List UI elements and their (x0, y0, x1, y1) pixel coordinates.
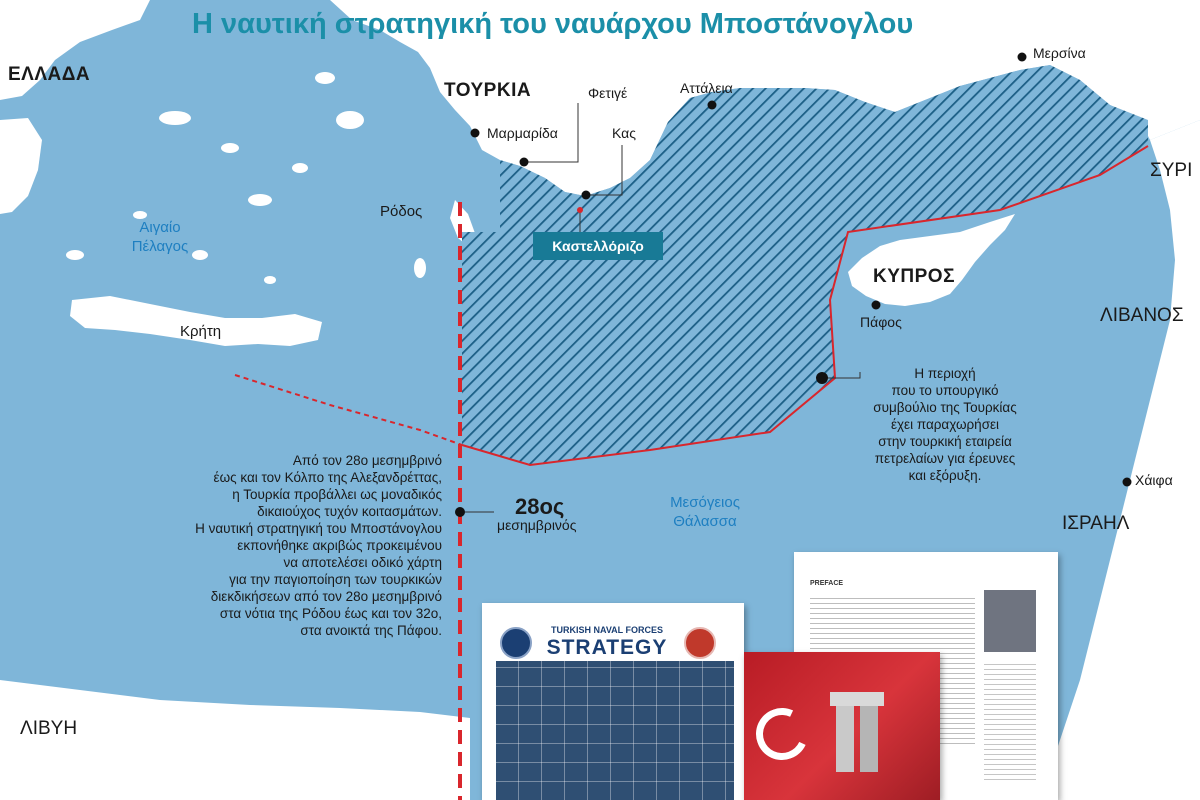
left-explanation: Από τον 28ο μεσημβρινό έως και τον Κόλπο της Αλεξανδρέττας, η Τουρκία προβάλλει ως μοναδικός δικαιούχος τυχόν κοιτασμάτων. Η ναυτική στρατηγική του Μποστάνογλου εκπονήθηκε ακριβώς προκειμένου να αποτελέσει οδικό χάρτη για την παγιοποίηση των τουρκικών διεκδικήσεων από τον 28ο μεσημβρινό στα νότια της Ρόδου έως και τον 32ο, στα ανοικτά της Πάφου. (195, 453, 442, 638)
label-rhodes: Ρόδος (380, 203, 423, 220)
meridian-word: μεσημβρινός (497, 517, 577, 533)
label-marmaris: Μαρμαρίδα (487, 125, 558, 141)
island-aegean (159, 111, 191, 125)
document-page-heading: PREFACE (810, 580, 844, 587)
island-aegean (221, 143, 239, 153)
cover-title: STRATEGY (546, 636, 668, 659)
city-dot-haifa (1123, 478, 1132, 487)
label-crete: Κρήτη (180, 323, 222, 340)
island-aegean (66, 250, 84, 260)
map-title: Η ναυτική στρατηγική του ναυάρχου Μποστάνογλου (192, 8, 914, 40)
callout-dot (816, 372, 828, 384)
island-aegean (292, 163, 308, 173)
cover-grid (496, 661, 734, 800)
label-mersin: Μερσίνα (1033, 45, 1086, 61)
label-israel: ΙΣΡΑΗΛ (1062, 513, 1130, 534)
label-mediterranean-sea (655, 493, 755, 531)
label-haifa: Χάιφα (1135, 472, 1173, 488)
concession-callout: Η περιοχή που το υπουργικό συμβούλιο της Τουρκίας έχει παραχωρήσει στην τουρκική εταιρεία πετρελαίων για έρευνες και εξόρυξη. (873, 366, 1017, 483)
label-antalya: Αττάλεια (680, 80, 733, 96)
city-dot-fethiye (520, 158, 529, 167)
memorial-top (830, 692, 884, 706)
city-dot-antalya (708, 101, 717, 110)
meridian-number: 28ος (515, 494, 565, 519)
naval-emblem-left (500, 627, 532, 659)
city-dot-kastellorizo (577, 207, 583, 213)
cover-image-area (496, 661, 734, 800)
label-greece: ΕΛΛΑΔΑ (8, 64, 91, 85)
label-cyprus: ΚΥΠΡΟΣ (873, 266, 955, 287)
label-syria: ΣΥΡΙ (1150, 160, 1193, 181)
label-paphos: Πάφος (860, 314, 902, 330)
admiral-photo (984, 590, 1036, 652)
med-line-1: Μεσόγειος (670, 494, 740, 511)
island-karpathos (414, 258, 426, 278)
label-libya: ΛΙΒΥΗ (20, 718, 78, 739)
label-lebanon: ΛΙΒΑΝΟΣ (1100, 305, 1184, 326)
naval-emblem-right (684, 627, 716, 659)
memorial-pillar (836, 702, 854, 772)
city-dot-kas (582, 191, 591, 200)
aegean-line-2: Πέλαγος (131, 238, 189, 255)
meridian-dot (455, 507, 465, 517)
island-aegean (315, 72, 335, 84)
city-dot-marmaris (471, 129, 480, 138)
crescent-icon (749, 701, 816, 768)
flag-photo (744, 652, 940, 800)
med-line-2: Θάλασσα (673, 513, 737, 530)
aegean-line-1: Αιγαίο (139, 219, 181, 236)
memorial-pillar (860, 702, 878, 772)
label-kas: Κας (612, 125, 637, 141)
label-fethiye: Φετιγέ (588, 85, 628, 101)
label-turkey: ΤΟΥΡΚΙΑ (444, 80, 532, 101)
city-dot-mersin (1018, 53, 1027, 62)
cover-header: TURKISH NAVAL FORCES (550, 625, 663, 635)
island-aegean (264, 276, 276, 284)
document-side-text (984, 660, 1036, 780)
city-dot-paphos (872, 301, 881, 310)
island-aegean (248, 194, 272, 206)
label-aegean-sea (125, 218, 195, 256)
island-aegean (336, 111, 364, 129)
label-kastellorizo: Καστελλόριζο (533, 232, 663, 260)
strategy-cover (482, 603, 744, 800)
